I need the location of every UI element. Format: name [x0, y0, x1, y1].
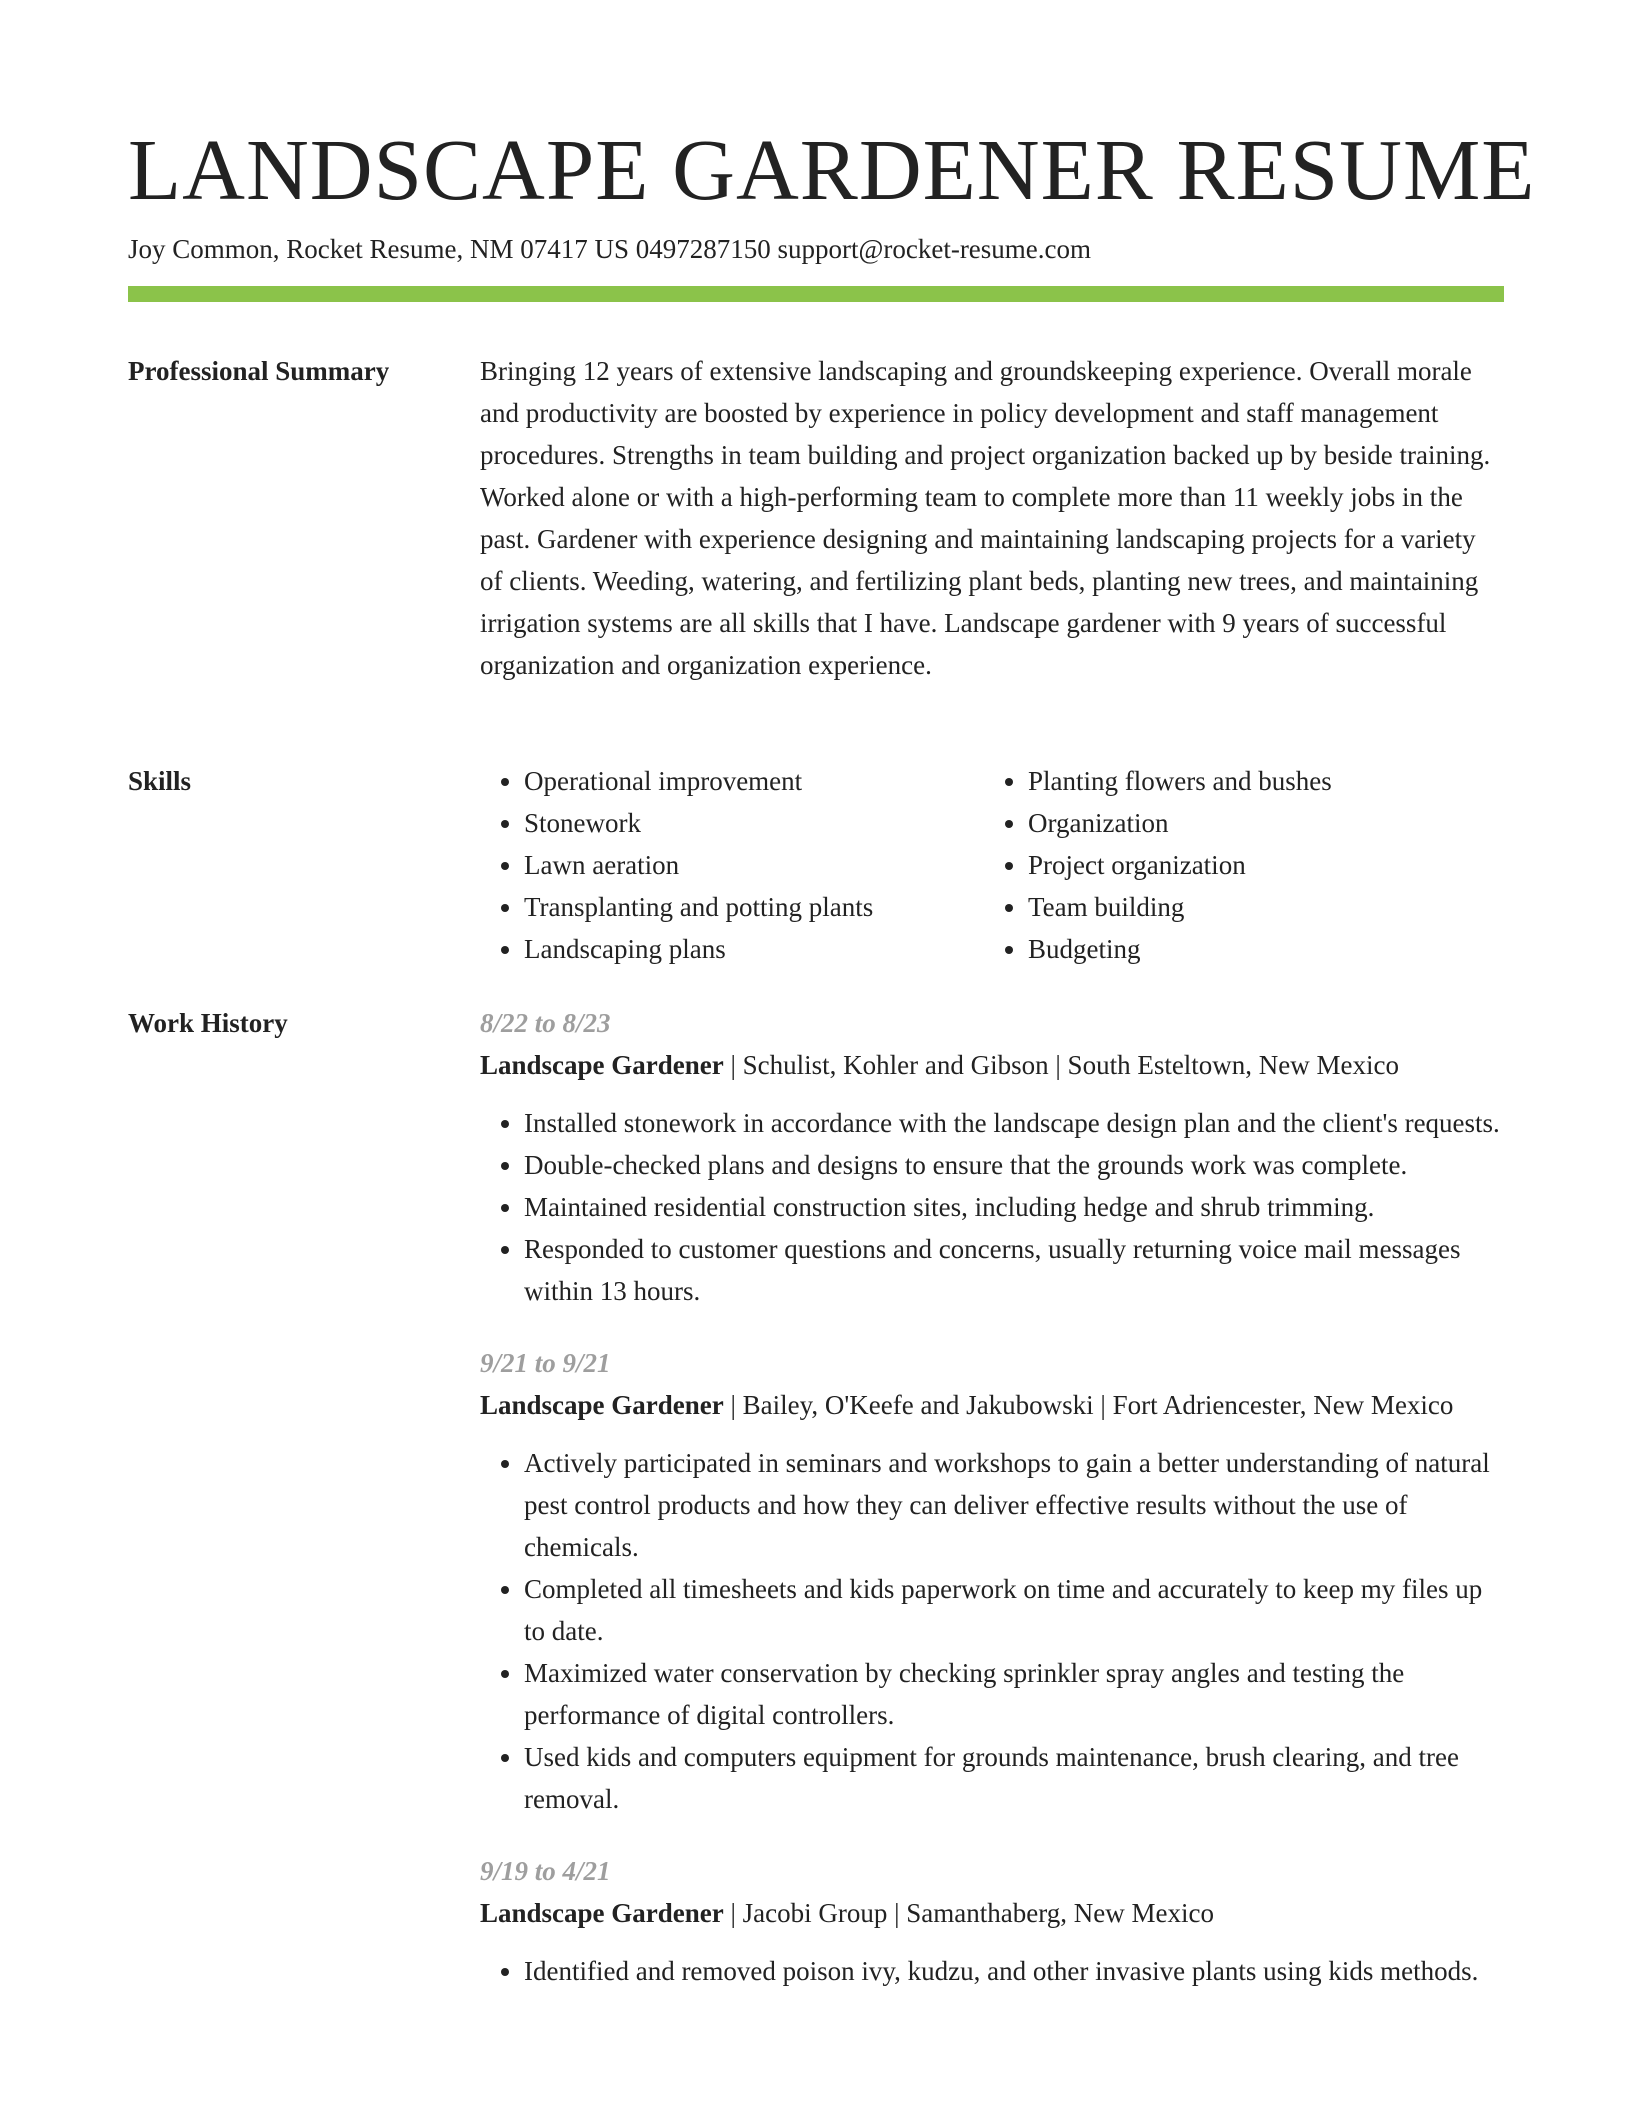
skill-item: • Landscaping plans	[524, 928, 984, 970]
contact-info: Joy Common, Rocket Resume, NM 07417 US 0497287150 support@rocket-resume.com	[128, 234, 1092, 264]
job-entry	[480, 1342, 1504, 1820]
job-bullet: • Identified and removed poison ivy, kudzu, and other invasive plants using kids methods.	[524, 1950, 1504, 1992]
job-employer-location: | Bailey, O'Keefe and Jakubowski | Fort Adriencester, New Mexico	[723, 1390, 1454, 1420]
job-title: Landscape Gardener	[480, 1050, 724, 1080]
skills-heading: Skills	[128, 766, 192, 796]
job-dates: 9/21 to 9/21	[480, 1348, 611, 1378]
job-heading	[480, 1892, 1504, 1934]
job-employer-location: | Jacobi Group | Samanthaberg, New Mexico	[723, 1898, 1214, 1928]
skill-item: • Project organization	[1028, 844, 1488, 886]
skill-item: • Lawn aeration	[524, 844, 984, 886]
job-bullet: • Double-checked plans and designs to ensure that the grounds work was complete.	[524, 1144, 1504, 1186]
job-bullet-list	[480, 1102, 1504, 1312]
job-title: Landscape Gardener	[480, 1390, 724, 1420]
skill-item: • Budgeting	[1028, 928, 1488, 970]
job-bullet: • Maintained residential construction sites, including hedge and shrub trimming.	[524, 1186, 1504, 1228]
summary-heading: Professional Summary	[128, 356, 390, 386]
summary-text: Bringing 12 years of extensive landscaping and groundskeeping experience. Overall morale and productivity are boosted by experience in policy development and staff management procedures. Strengths in team building and project organization backed up by beside training. Worked alone or with a high-performing team to complete more than 11 weekly jobs in the past. Gardener with experience designing and maintaining landscaping projects for a variety of clients. Weeding, watering, and fertilizing plant beds, planting new trees, and maintaining irrigation systems are all skills that I have. Landscape gardener with 9 years of successful organization and organization experience.	[480, 356, 1491, 680]
skill-item: • Operational improvement	[524, 760, 984, 802]
summary-body	[480, 350, 1504, 686]
skills-body	[480, 760, 1504, 970]
job-bullet-list	[480, 1442, 1504, 1820]
job-bullet-list	[480, 1950, 1504, 1992]
skill-item: • Team building	[1028, 886, 1488, 928]
job-dates: 8/22 to 8/23	[480, 1008, 611, 1038]
skill-item: • Organization	[1028, 802, 1488, 844]
job-entry	[480, 1002, 1504, 1312]
resume-title: LANDSCAPE GARDENER RESUME	[128, 121, 1536, 218]
job-employer-location: | Schulist, Kohler and Gibson | South Esteltown, New Mexico	[723, 1050, 1400, 1080]
job-bullet: • Maximized water conservation by checking sprinkler spray angles and testing the performance of digital controllers.	[524, 1652, 1504, 1736]
accent-divider	[128, 286, 1504, 302]
job-dates: 9/19 to 4/21	[480, 1856, 611, 1886]
work-history-heading: Work History	[128, 1008, 288, 1038]
skill-item: • Stonework	[524, 802, 984, 844]
job-bullet: • Responded to customer questions and concerns, usually returning voice mail messages within 13 hours.	[524, 1228, 1504, 1312]
job-entry	[480, 1850, 1504, 1992]
job-bullet: • Installed stonework in accordance with the landscape design plan and the client's requests.	[524, 1102, 1504, 1144]
job-heading	[480, 1384, 1504, 1426]
job-bullet: • Actively participated in seminars and workshops to gain a better understanding of natural pest control products and how they can deliver effective results without the use of chemicals.	[524, 1442, 1504, 1568]
job-bullet: • Used kids and computers equipment for grounds maintenance, brush clearing, and tree removal.	[524, 1736, 1504, 1820]
job-bullet: • Completed all timesheets and kids paperwork on time and accurately to keep my files up to date.	[524, 1568, 1504, 1652]
job-heading	[480, 1044, 1504, 1086]
work-history-body	[480, 1002, 1504, 2022]
job-title: Landscape Gardener	[480, 1898, 724, 1928]
skills-list-left	[480, 760, 984, 970]
skills-list-right	[984, 760, 1488, 970]
skill-item: • Planting flowers and bushes	[1028, 760, 1488, 802]
skill-item: • Transplanting and potting plants	[524, 886, 984, 928]
